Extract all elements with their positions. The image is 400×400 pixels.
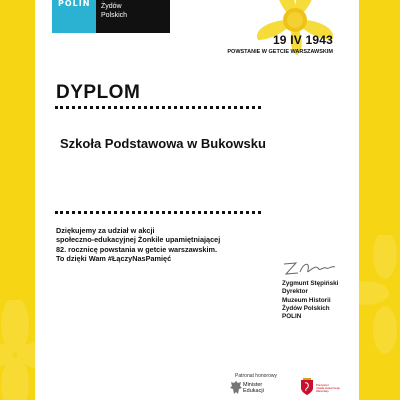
polin-logo	[52, 0, 170, 33]
eagle-emblem-icon	[230, 380, 242, 396]
signer-block	[282, 280, 359, 321]
city-line: miasta stołecznego	[316, 386, 340, 391]
signer-line: POLIN	[282, 313, 302, 321]
warsaw-crest-icon	[300, 378, 314, 396]
logo-line: Żydów	[101, 3, 122, 10]
thanks-line: społeczno-edukacyjnej Żonkile upamiętniającej	[56, 235, 221, 245]
signer-line: Zygmunt Stępiński	[282, 280, 339, 287]
thanks-line: 82. rocznicę powstania w getcie warszawskim.	[56, 244, 218, 254]
body-divider	[55, 211, 261, 214]
thank-you-text	[56, 226, 276, 263]
ministry-name	[243, 382, 264, 394]
thanks-line: To dzięki Wam #ŁączyNasPamięć	[56, 253, 172, 263]
signer-line: Dyrektor	[282, 288, 308, 296]
signer-line: Muzeum Historii	[282, 296, 331, 304]
ministry-line: Edukacji	[243, 388, 264, 394]
city-line: Warszawy	[316, 389, 329, 394]
patronage-label: Patronat honorowy	[235, 373, 277, 379]
school-name: Szkoła Podstawowa w Bukowsku	[60, 136, 266, 151]
signature-icon	[280, 258, 340, 278]
logo-line: Polskich	[101, 12, 128, 19]
signer-line: Żydów Polskich	[282, 304, 330, 312]
thanks-line: Dziękujemy za udział w akcji	[56, 226, 155, 235]
city-patron-name	[316, 384, 356, 394]
certificate-sheet	[35, 0, 359, 400]
background-daffodil-icon	[355, 235, 400, 355]
logo-brand: POLIN	[58, 0, 91, 8]
ministry-line: Minister	[243, 382, 263, 388]
title-divider	[55, 106, 261, 109]
logo-text	[101, 2, 127, 20]
uprising-date: 19 IV 1943	[272, 33, 333, 47]
city-line: Prezydent	[316, 383, 329, 387]
diploma-title: DYPLOM	[56, 82, 141, 103]
uprising-subtitle: POWSTANIE W GETCIE WARSZAWSKIM	[227, 49, 333, 55]
